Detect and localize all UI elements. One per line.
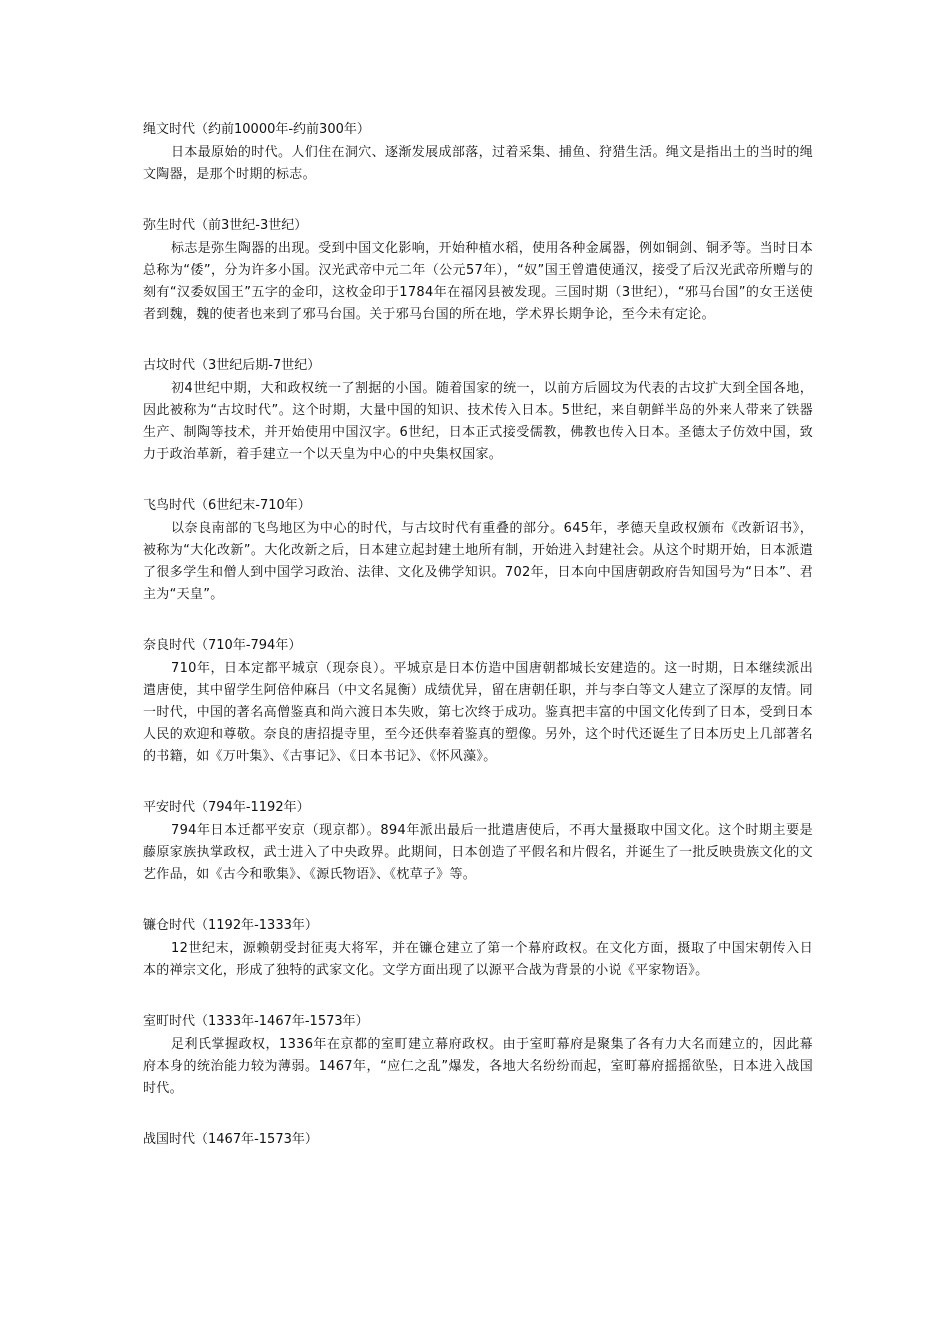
- section-heading: 镰仓时代（1192年-1333年）: [143, 918, 318, 933]
- section-body: 以奈良南部的飞鸟地区为中心的时代，与古坟时代有重叠的部分。645年，孝德天皇政权颁布《改新诏书》，被称为“大化改新”。大化改新之后，日本建立起封建土地所有制，开始进入封建社会。从这个时期开始，日本派遣了很多学生和僧人到中国学习政治、法律、文化及佛学知识。702年，日本向中国唐朝政府告知国号为“日本”、君主为“天皇”。: [143, 521, 813, 602]
- era-section-jomon: [143, 119, 813, 186]
- era-section-sengoku: [143, 1129, 813, 1151]
- section-body: 12世纪末，源赖朝受封征夷大将军，并在镰仓建立了第一个幕府政权。在文化方面，摄取了中国宋朝传入日本的禅宗文化，形成了独特的武家文化。文学方面出现了以源平合战为背景的小说《平家物语》。: [143, 941, 813, 978]
- section-heading: 绳文时代（约前10000年-约前300年）: [143, 122, 370, 137]
- section-body: 日本最原始的时代。人们住在洞穴、逐渐发展成部落，过着采集、捕鱼、狩猎生活。绳文是指出土的当时的绳文陶器，是那个时期的标志。: [143, 145, 813, 182]
- era-section-yayoi: [143, 215, 813, 326]
- section-body: 710年，日本定都平城京（现奈良）。平城京是日本仿造中国唐朝都城长安建造的。这一时期，日本继续派出遣唐使，其中留学生阿倍仲麻吕（中文名晁衡）成绩优异，留在唐朝任职，并与李白等文人建立了深厚的友情。同一时代，中国的著名高僧鉴真和尚六渡日本失败，第七次终于成功。鉴真把丰富的中国文化传到了日本，受到日本人民的欢迎和尊敬。奈良的唐招提寺里，至今还供奉着鉴真的塑像。另外，这个时代还诞生了日本历史上几部著名的书籍，如《万叶集》、《古事记》、《日本书记》、《怀风藻》。: [143, 661, 813, 764]
- section-heading: 平安时代（794年-1192年）: [143, 800, 310, 815]
- section-heading: 奈良时代（710年-794年）: [143, 638, 302, 653]
- document-content: [143, 119, 813, 1180]
- section-body: 初4世纪中期，大和政权统一了割据的小国。随着国家的统一，以前方后圆坟为代表的古坟扩大到全国各地，因此被称为“古坟时代”。这个时期，大量中国的知识、技术传入日本。5世纪，来自朝鲜半岛的外来人带来了铁器生产、制陶等技术，并开始使用中国汉字。6世纪，日本正式接受儒教，佛教也传入日本。圣德太子仿效中国，致力于政治革新，着手建立一个以天皇为中心的中央集权国家。: [143, 381, 813, 462]
- section-body: 794年日本迁都平安京（现京都）。894年派出最后一批遣唐使后，不再大量摄取中国文化。这个时期主要是藤原家族执掌政权，武士进入了中央政界。此期间，日本创造了平假名和片假名，并诞生了一批反映贵族文化的文艺作品，如《古今和歌集》、《源氏物语》、《枕草子》等。: [143, 823, 813, 882]
- era-section-kofun: [143, 355, 813, 466]
- era-section-muromachi: [143, 1011, 813, 1100]
- era-section-heian: [143, 797, 813, 886]
- section-body: 标志是弥生陶器的出现。受到中国文化影响，开始种植水稻，使用各种金属器，例如铜剑、铜矛等。当时日本总称为“倭”，分为许多小国。汉光武帝中元二年（公元57年），“奴”国王曾遣使通汉，接受了后汉光武帝所赠与的刻有“汉委奴国王”五字的金印，这枚金印于1784年在福冈县被发现。三国时期（3世纪），“邪马台国”的女王送使者到魏，魏的使者也来到了邪马台国。关于邪马台国的所在地，学术界长期争论，至今未有定论。: [143, 241, 813, 322]
- section-heading: 战国时代（1467年-1573年）: [143, 1132, 318, 1147]
- section-heading: 弥生时代（前3世纪-3世纪）: [143, 218, 308, 233]
- section-heading: 古坟时代（3世纪后期-7世纪）: [143, 358, 321, 373]
- era-section-kamakura: [143, 915, 813, 982]
- section-heading: 室町时代（1333年-1467年-1573年）: [143, 1014, 369, 1029]
- section-body: 足利氏掌握政权，1336年在京都的室町建立幕府政权。由于室町幕府是聚集了各有力大名而建立的，因此幕府本身的统治能力较为薄弱。1467年，“应仁之乱”爆发，各地大名纷纷而起，室町幕府摇摇欲坠，日本进入战国时代。: [143, 1037, 813, 1096]
- era-section-nara: [143, 635, 813, 768]
- section-heading: 飞鸟时代（6世纪末-710年）: [143, 498, 311, 513]
- era-section-asuka: [143, 495, 813, 606]
